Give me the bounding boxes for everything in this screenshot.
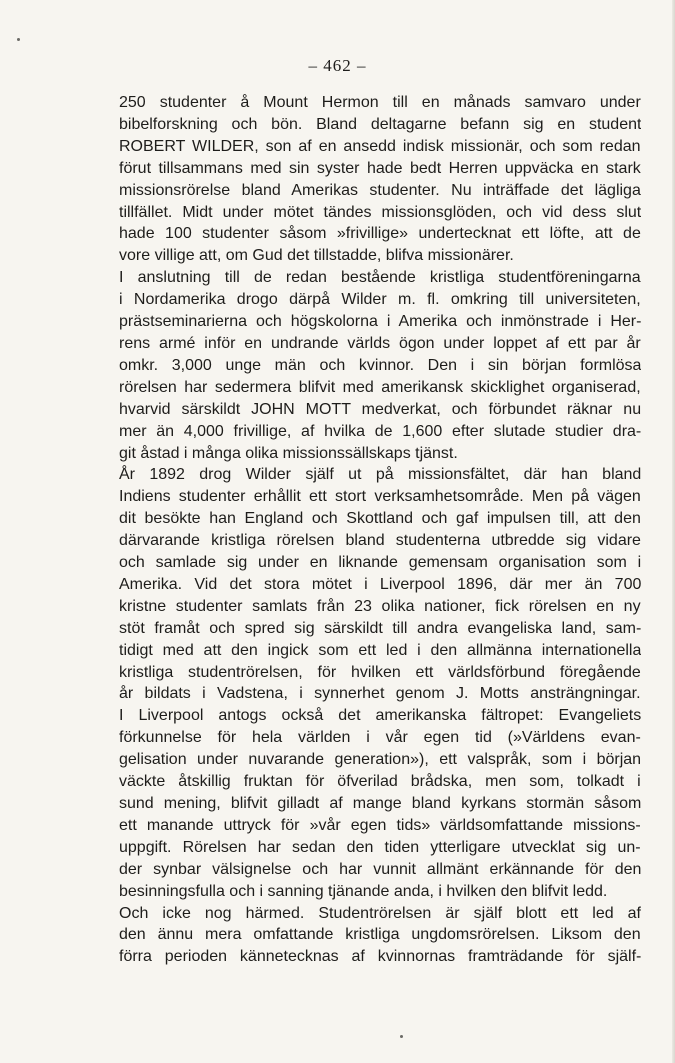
- text-line: git åstad i många olika missionssällskaps tjänst.: [119, 444, 458, 462]
- text-line: År 1892 drog Wilder själf ut på missionsfältet, där han bland: [119, 466, 641, 484]
- text-line: uppgift. Rörelsen har sedan den tiden ytterligare utvecklat sig un-: [119, 838, 641, 856]
- page-number-header: – 462 –: [308, 56, 367, 75]
- text-line: förra perioden kännetecknas af kvinnornas framträdande för själf-: [119, 948, 641, 966]
- text-line: hvarvid särskildt JOHN MOTT medverkat, och förbundet räknar nu: [119, 400, 641, 418]
- text-line: I anslutning till de redan bestående kristliga studentföreningarna: [119, 269, 641, 287]
- text-line: Amerika. Vid det stora mötet i Liverpool 1896, där mer än 700: [119, 575, 641, 593]
- text-line: Indiens studenter erhållit ett stort verksamhetsområde. Men på vägen: [119, 488, 641, 506]
- text-line: den ännu mera omfattande kristliga ungdomsrörelsen. Liksom den: [119, 926, 641, 944]
- text-line: omkr. 3,000 unge män och kvinnor. Den i sin början formlösa: [119, 356, 641, 374]
- body-text: [119, 92, 641, 968]
- text-line: Och icke nog härmed. Studentrörelsen är själf blott ett led af: [119, 904, 641, 922]
- text-line: sund mening, blifvit gilladt af mange bland kyrkans stormän såsom: [119, 795, 641, 812]
- text-line: förut tillsammans med sin syster hade bedt Herren uppväcka en stark: [119, 159, 641, 177]
- text-line: rörelsen har sedermera blifvit med amerikansk skicklighet organiserad,: [119, 378, 641, 396]
- text-line: 250 studenter å Mount Hermon till en månads samvaro under: [119, 94, 641, 111]
- text-line: år bildats i Vadstena, i synnerhet genom J. Motts ansträngningar.: [119, 685, 641, 703]
- text-line: hade 100 studenter såsom »frivillige» undertecknat ett löfte, att de: [119, 225, 641, 243]
- text-line: stöt framåt och spred sig särskildt till andra evangeliska land, sam-: [119, 619, 641, 637]
- text-line: tillfället. Midt under mötet tändes missionsglöden, och vid dess slut: [119, 203, 641, 221]
- text-line: kristliga studentrörelsen, för hvilken ett världsförbund föregående: [119, 663, 641, 681]
- text-line: väckte åtskillig fruktan för öfverilad brådska, men som, tolkadt i: [119, 773, 641, 791]
- text-line: ROBERT WILDER, son af en ansedd indisk missionär, och som redan: [119, 137, 641, 155]
- text-line: tidigt med att den ingick som ett led i den allmänna internationella: [119, 641, 641, 659]
- text-line: der synbar välsignelse och har vunnit allmänt erkännande för den: [119, 860, 641, 878]
- speck-mark: [17, 38, 20, 41]
- text-line: besinningsfulla och i sanning tjänande anda, i hvilken den blifvit ledd.: [119, 882, 608, 900]
- text-line: mer än 4,000 frivillige, af hvilka de 1,600 efter slutade studier dra-: [119, 422, 641, 440]
- text-line: I Liverpool antogs också det amerikanska fältropet: Evangeliets: [119, 707, 641, 725]
- text-line: rens armé inför en undrande världs ögon under loppet af ett par år: [119, 334, 641, 352]
- text-line: bibelforskning och bön. Bland deltagarne befann sig en student: [119, 115, 641, 133]
- text-line: därvarande kristliga rörelsen bland studenterna utbredde sig vidare: [119, 532, 641, 550]
- text-line: förkunnelse för hela världen i vår egen tid (»Världens evan-: [119, 729, 641, 747]
- text-line: vore villige att, om Gud det tillstadde, blifva missionärer.: [119, 247, 514, 265]
- text-line: ett manande uttryck för »vår egen tids» världsomfattande missions-: [119, 816, 641, 834]
- text-line: dit besökte han England och Skottland och gaf impulsen till, att den: [119, 510, 641, 528]
- text-line: missionsrörelse bland Amerikas studenter. Nu inträffade det lägliga: [119, 181, 641, 199]
- text-line: och samlade sig under en liknande gemensam organisation som i: [119, 554, 641, 572]
- text-line: kristne studenter samlats från 23 olika nationer, fick rörelsen en ny: [119, 597, 641, 615]
- text-line: i Nordamerika drogo därpå Wilder m. fl. omkring till universiteten,: [119, 291, 641, 309]
- speck-mark: [400, 1035, 403, 1038]
- text-line: gelisation under nuvarande generation»), ett valspråk, som i början: [119, 751, 641, 769]
- text-line: prästseminarierna och högskolorna i Amerika och inmönstrade i Her-: [119, 313, 641, 331]
